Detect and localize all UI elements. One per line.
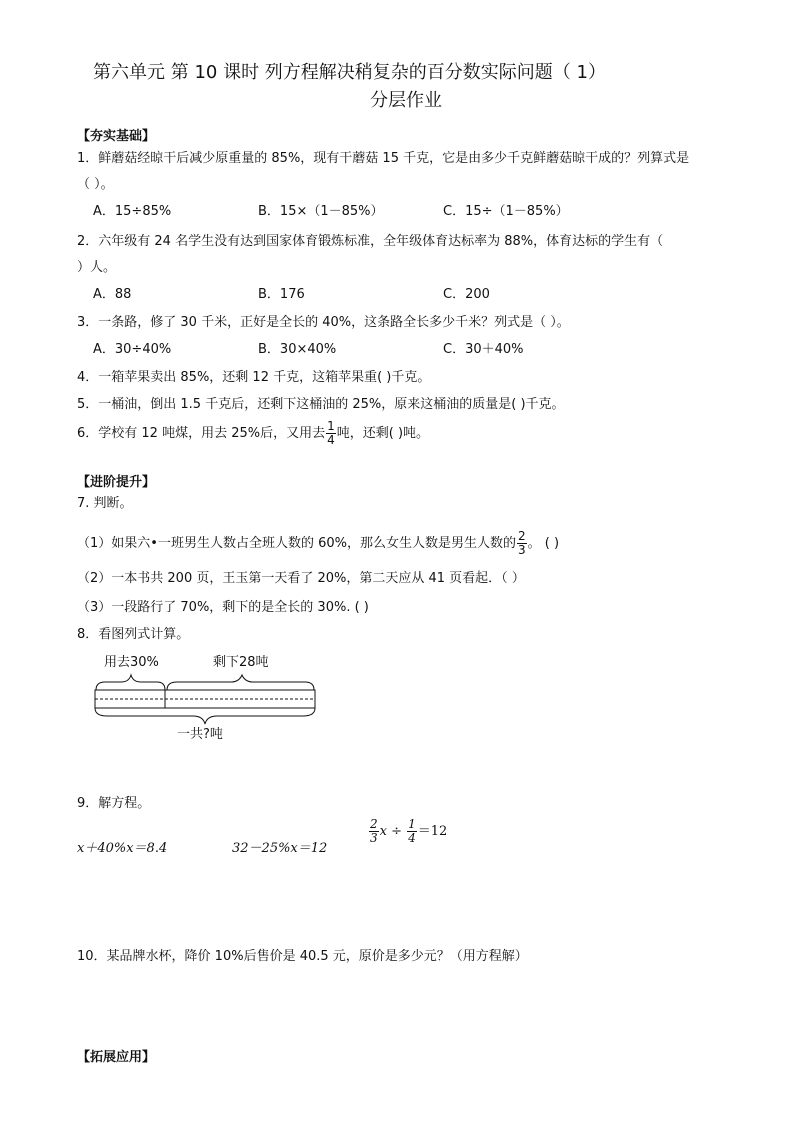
q9-equation-3 bbox=[368, 818, 447, 845]
q6-fraction bbox=[326, 420, 336, 447]
q4-stem: 4．一箱苹果卖出 85%，还剩 12 千克，这箱苹果重( )千克。 bbox=[77, 370, 431, 385]
q7-1-fraction bbox=[517, 530, 527, 557]
q1-blank: （ ）。 bbox=[77, 177, 114, 192]
q8-segment-diagram bbox=[85, 650, 335, 745]
q6-fraction-den: 4 bbox=[327, 433, 335, 447]
q1-option-b: B．15×（1－85%） bbox=[258, 204, 384, 219]
q7-1-fraction-num: 2 bbox=[517, 529, 526, 543]
q9-eq3-a-num: 2 bbox=[370, 817, 378, 831]
q9-stem: 9．解方程。 bbox=[77, 796, 151, 811]
q9-eq3-b-den: 4 bbox=[408, 831, 416, 845]
q8-brace-used bbox=[96, 675, 165, 690]
q7-1-text-before: （1）如果六•一班男生人数占全班人数的 60%，那么女生人数是男生人数的 bbox=[77, 536, 516, 551]
q2-blank: ）人。 bbox=[77, 260, 117, 275]
q7-1-text-after: 。 ( ) bbox=[527, 536, 560, 551]
q9-equation-1: x＋40%x＝8.4 bbox=[77, 841, 168, 856]
q9-eq3-a-den: 3 bbox=[370, 831, 378, 845]
q7-1-fraction-den: 3 bbox=[517, 543, 526, 557]
q1-option-a: A．15÷85% bbox=[93, 204, 172, 219]
q7-item-1 bbox=[77, 530, 559, 557]
q3-option-a: A．30÷40% bbox=[93, 342, 172, 357]
q5-stem: 5．一桶油，倒出 1.5 千克后，还剩下这桶油的 25%，原来这桶油的质量是( )千克。 bbox=[77, 397, 565, 412]
q9-eq3-mid: x ÷ bbox=[379, 824, 407, 839]
q8-label-total: 一共?吨 bbox=[177, 727, 223, 742]
q8-brace-remaining bbox=[167, 675, 314, 690]
section-extend-heading: 【拓展应用】 bbox=[77, 1050, 156, 1065]
q6-text-after: 吨，还剩( )吨。 bbox=[336, 426, 430, 441]
q7-item-3: （3）一段路行了 70%，剩下的是全长的 30%. ( ) bbox=[77, 600, 369, 615]
q7-stem: 7. 判断。 bbox=[77, 496, 133, 511]
q3-stem: 3．一条路，修了 30 千米，正好是全长的 40%，这条路全长多少千米？列式是（ ）。 bbox=[77, 315, 570, 330]
q9-equation-2: 32－25%x＝12 bbox=[232, 841, 328, 856]
q7-item-2: （2）一本书共 200 页，王玉第一天看了 20%，第二天应从 41 页看起．（ ） bbox=[77, 571, 525, 586]
q2-option-c: C．200 bbox=[443, 287, 490, 302]
q1-option-c: C．15÷（1－85%） bbox=[443, 204, 569, 219]
q3-option-c: C．30＋40% bbox=[443, 342, 524, 357]
q2-option-a: A．88 bbox=[93, 287, 132, 302]
q10-stem: 10．某品牌水杯，降价 10%后售价是 40.5 元，原价是多少元？（用方程解） bbox=[77, 949, 528, 964]
q6-stem bbox=[77, 420, 429, 447]
page-subtitle: 分层作业 bbox=[370, 90, 442, 111]
q8-stem: 8．看图列式计算。 bbox=[77, 627, 190, 642]
q9-eq3-fraction-a bbox=[369, 818, 379, 845]
q8-label-remaining: 剩下28吨 bbox=[213, 655, 269, 670]
q8-label-used: 用去30% bbox=[104, 655, 159, 670]
section-basic-heading: 【夯实基础】 bbox=[77, 129, 156, 144]
q6-text-before: 6．学校有 12 吨煤，用去 25%后，又用去 bbox=[77, 426, 326, 441]
page-title: 第六单元 第 10 课时 列方程解决稍复杂的百分数实际问题（ 1） bbox=[93, 62, 606, 83]
q2-stem: 2．六年级有 24 名学生没有达到国家体育锻炼标准，全年级体育达标率为 88%，体育达标的学生有（ bbox=[77, 234, 664, 249]
q9-eq3-end: ＝12 bbox=[417, 824, 448, 839]
q8-brace-total bbox=[95, 708, 315, 724]
q9-eq3-fraction-b bbox=[407, 818, 417, 845]
q6-fraction-num: 1 bbox=[327, 419, 335, 433]
q3-option-b: B．30×40% bbox=[258, 342, 337, 357]
q2-option-b: B．176 bbox=[258, 287, 305, 302]
section-advanced-heading: 【进阶提升】 bbox=[77, 475, 156, 490]
q1-stem: 1．鲜蘑菇经晾干后减少原重量的 85%，现有干蘑菇 15 千克，它是由多少千克鲜蘑菇晾干成的？列算式是 bbox=[77, 151, 690, 166]
q9-eq3-b-num: 1 bbox=[408, 817, 416, 831]
